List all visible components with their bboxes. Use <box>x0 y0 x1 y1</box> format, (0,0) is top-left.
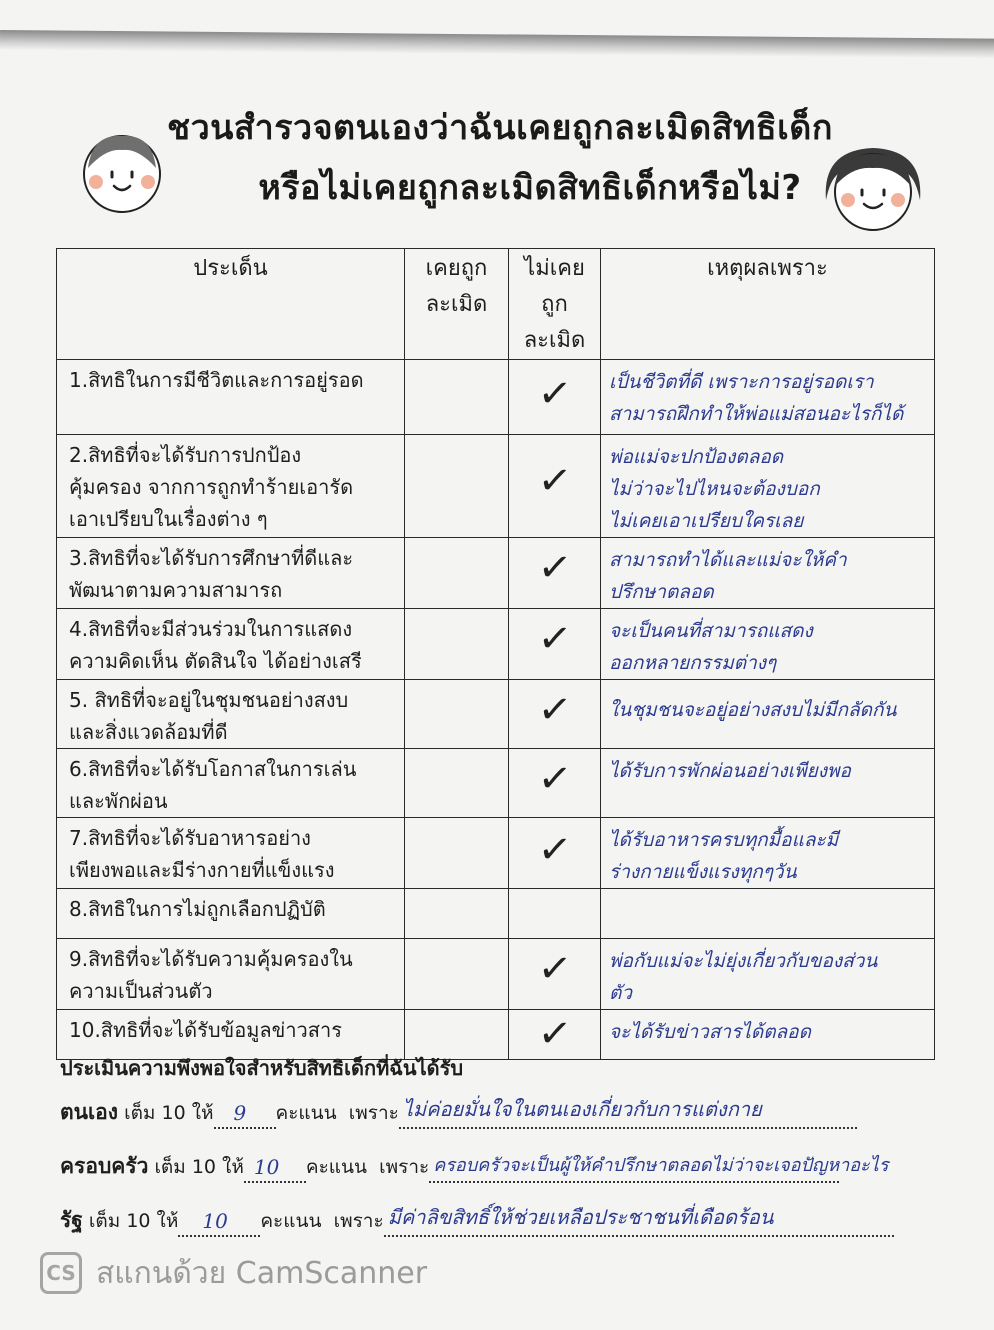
row-reason: จะได้รับข่าวสารได้ตลอด <box>601 1010 935 1060</box>
camscanner-logo-icon: CS <box>40 1252 82 1294</box>
score-value: 9 <box>233 1101 247 1125</box>
row-violated-cell <box>405 818 509 889</box>
checkmark-icon: ✓ <box>535 369 574 419</box>
full-label: เต็ม 10 ให้ <box>88 1210 179 1232</box>
evaluation-who: ครอบครัว <box>60 1154 149 1178</box>
row-not-violated-cell <box>509 360 601 435</box>
evaluation-row-self <box>60 1096 857 1129</box>
row-reason: ได้รับอาหารครบทุกมื้อและมี ร่างกายแข็งแรงทุกๆวัน <box>601 818 935 889</box>
row-violated-cell <box>405 609 509 680</box>
row-violated-cell <box>405 680 509 749</box>
points-label: คะแนน <box>260 1210 322 1232</box>
full-label: เต็ม 10 ให้ <box>124 1102 214 1124</box>
row-violated-cell <box>405 939 509 1010</box>
table-row <box>57 680 935 749</box>
because-label: เพราะ <box>379 1156 430 1178</box>
rights-survey-table <box>56 248 935 1060</box>
evaluation-row-family <box>60 1150 889 1183</box>
row-reason: จะเป็นคนที่สามารถแสดง ออกหลายกรรมต่างๆ <box>601 609 935 680</box>
points-label: คะแนน <box>305 1156 367 1178</box>
page-title-line-1: ชวนสำรวจตนเองว่าฉันเคยถูกละเมิดสิทธิเด็ก <box>167 108 833 148</box>
table-row <box>57 435 935 538</box>
row-issue: 10.สิทธิที่จะได้รับข้อมูลข่าวสาร <box>57 1010 405 1060</box>
reason-value: มีค่าลิขสิทธิ์ให้ช่วยเหลือประชาชนที่เดือดร้อน <box>387 1205 774 1229</box>
table-row <box>57 360 935 435</box>
table-row <box>57 538 935 609</box>
checkmark-icon: ✓ <box>535 944 574 994</box>
row-not-violated-cell <box>509 435 601 538</box>
table-row <box>57 818 935 889</box>
row-issue: 3.สิทธิที่จะได้รับการศึกษาที่ดีและ พัฒนาตามความสามารถ <box>57 538 405 609</box>
because-label: เพราะ <box>348 1102 399 1124</box>
header-violated: เคยถูก ละเมิด <box>405 249 509 360</box>
checkmark-icon: ✓ <box>535 685 574 735</box>
score-field[interactable] <box>178 1209 260 1237</box>
evaluation-who: รัฐ <box>60 1208 83 1232</box>
score-field[interactable] <box>244 1155 306 1183</box>
points-label: คะแนน <box>275 1102 337 1124</box>
page-top-edge <box>0 30 994 59</box>
evaluation-who: ตนเอง <box>60 1100 119 1124</box>
row-issue: 7.สิทธิที่จะได้รับอาหารอย่าง เพียงพอและมีร่างกายที่แข็งแรง <box>57 818 405 889</box>
scanner-watermark <box>40 1250 427 1296</box>
row-not-violated-cell <box>509 609 601 680</box>
table-row <box>57 749 935 818</box>
row-violated-cell <box>405 360 509 435</box>
row-issue: 1.สิทธิในการมีชีวิตและการอยู่รอด <box>57 360 405 435</box>
score-value: 10 <box>202 1209 228 1233</box>
reason-value: ครอบครัวจะเป็นผู้ให้คำปรึกษาตลอดไม่ว่าจะเจอปัญหาอะไร <box>433 1155 889 1176</box>
row-issue: 9.สิทธิที่จะได้รับความคุ้มครองใน ความเป็นส่วนตัว <box>57 939 405 1010</box>
table-row <box>57 609 935 680</box>
row-issue: 8.สิทธิในการไม่ถูกเลือกปฏิบัติ <box>57 889 405 939</box>
row-not-violated-cell <box>509 818 601 889</box>
checkmark-icon: ✓ <box>535 456 574 506</box>
row-not-violated-cell <box>509 939 601 1010</box>
reason-field[interactable] <box>384 1205 894 1237</box>
reason-field[interactable] <box>399 1097 857 1129</box>
checkmark-icon: ✓ <box>535 754 574 804</box>
reason-value: ไม่ค่อยมั่นใจในตนเองเกี่ยวกับการแต่งกาย <box>402 1097 762 1121</box>
page-title-line-2: หรือไม่เคยถูกละเมิดสิทธิเด็กหรือไม่? <box>258 168 802 208</box>
checkmark-icon: ✓ <box>535 1009 574 1059</box>
evaluation-title: ประเมินความพึงพอใจสำหรับสิทธิเด็กที่ฉันได้รับ <box>60 1056 464 1080</box>
row-issue: 6.สิทธิที่จะได้รับโอกาสในการเล่น และพักผ่อน <box>57 749 405 818</box>
table-header-row <box>57 249 935 360</box>
checkmark-icon: ✓ <box>535 614 574 664</box>
watermark-text: สแกนด้วย CamScanner <box>96 1255 428 1291</box>
row-violated-cell <box>405 749 509 818</box>
row-reason: เป็นชีวิตที่ดี เพราะการอยู่รอดเรา สามารถฝึกทำให้พ่อแม่สอนอะไรก็ได้ <box>601 360 935 435</box>
header-issue: ประเด็น <box>57 249 405 360</box>
row-reason <box>601 889 935 939</box>
row-reason: ในชุมชนจะอยู่อย่างสงบไม่มีกลัดกัน <box>601 680 935 749</box>
row-not-violated-cell <box>509 889 601 939</box>
score-value: 10 <box>253 1155 280 1179</box>
row-violated-cell <box>405 889 509 939</box>
checkmark-icon: ✓ <box>535 543 574 593</box>
row-reason: พ่อแม่จะปกป้องตลอด ไม่ว่าจะไปไหนจะต้องบอก ไม่เคยเอาเปรียบใครเลย <box>601 435 935 538</box>
score-field[interactable] <box>214 1101 276 1129</box>
because-label: เพราะ <box>333 1210 384 1232</box>
full-label: เต็ม 10 ให้ <box>154 1156 244 1178</box>
row-not-violated-cell <box>509 1010 601 1060</box>
header-not-violated: ไม่เคย ถูก ละเมิด <box>509 249 601 360</box>
row-not-violated-cell <box>509 749 601 818</box>
evaluation-row-state <box>60 1204 894 1237</box>
girl-face-icon <box>818 140 928 235</box>
row-issue: 5. สิทธิที่จะอยู่ในชุมชนอย่างสงบ และสิ่งแวดล้อมที่ดี <box>57 680 405 749</box>
row-reason: ได้รับการพักผ่อนอย่างเพียงพอ <box>601 749 935 818</box>
row-not-violated-cell <box>509 538 601 609</box>
checkmark-icon: ✓ <box>535 825 574 875</box>
row-issue: 2.สิทธิที่จะได้รับการปกป้อง คุ้มครอง จากการถูกทำร้ายเอารัด เอาเปรียบในเรื่องต่าง ๆ <box>57 435 405 538</box>
row-violated-cell <box>405 435 509 538</box>
header-reason: เหตุผลเพราะ <box>601 249 935 360</box>
table-row <box>57 939 935 1010</box>
row-reason: สามารถทำได้และแม่จะให้คำ ปรึกษาตลอด <box>601 538 935 609</box>
reason-field[interactable] <box>429 1155 889 1183</box>
row-violated-cell <box>405 538 509 609</box>
table-row <box>57 889 935 939</box>
row-issue: 4.สิทธิที่จะมีส่วนร่วมในการแสดง ความคิดเห็น ตัดสินใจ ได้อย่างเสรี <box>57 609 405 680</box>
row-not-violated-cell <box>509 680 601 749</box>
row-reason: พ่อกับแม่จะไม่ยุ่งเกี่ยวกับของส่วน ตัว <box>601 939 935 1010</box>
